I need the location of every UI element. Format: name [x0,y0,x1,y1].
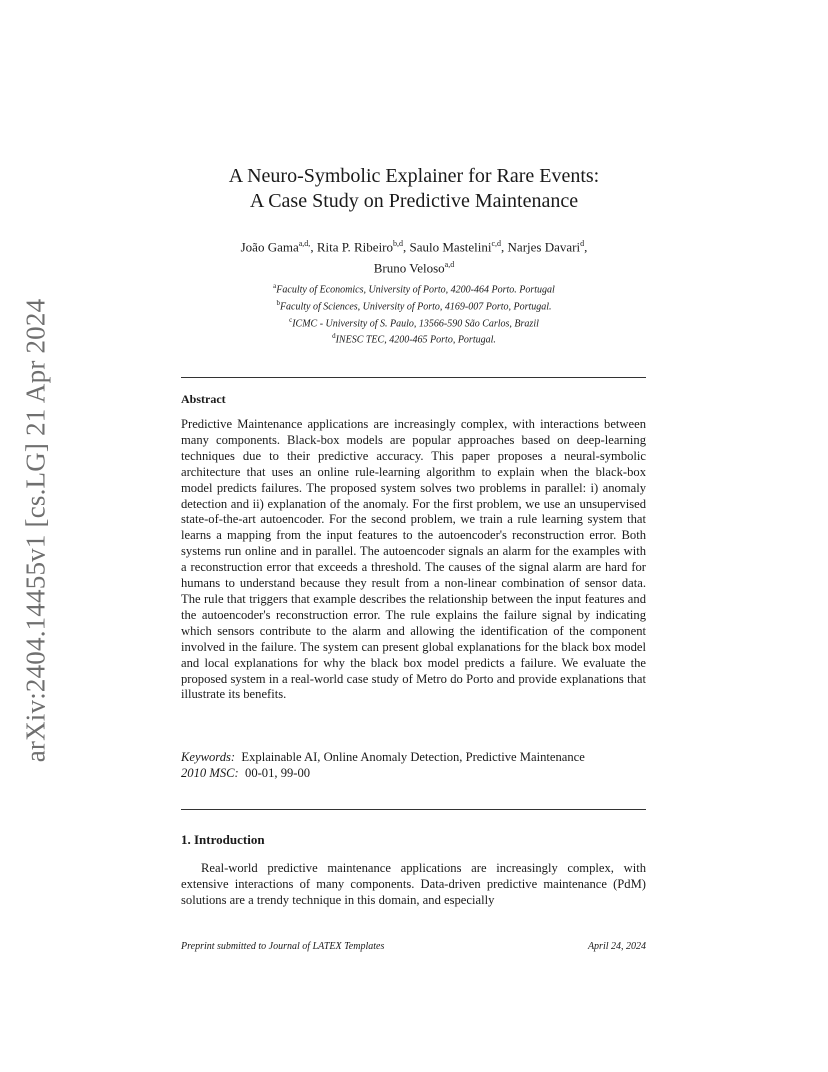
paper-title [0,164,828,214]
author-affil-marker: a,d, [298,239,311,248]
affiliation-list [0,280,828,347]
keywords-text: Explainable AI, Online Anomaly Detection, Predictive Maintenance [241,750,585,764]
author-list: João Gama$^{a,d,}$, Rita P. Ribeiro$^{b,d}$, Saulo Mastelini$^{c,d}$, Narjes Davari$^d$, Bruno Veloso$^{a,d}$ [240,239,588,276]
author-name: Narjes Davari [507,239,581,255]
footer-preprint-note: Preprint submitted to Journal of LATEX Templates [181,941,385,952]
page-footer [181,941,646,952]
msc-label: 2010 MSC: [181,765,239,780]
affiliation-item: $^b$Faculty of Sciences, University of Porto, 4169-007 Porto, Portugal. [276,298,552,313]
title-line-1: A Neuro-Symbolic Explainer for Rare Events: [228,165,600,187]
section-heading-introduction: 1. Introduction [181,832,265,847]
author-name: João Gama [240,239,299,255]
author-name: Rita P. Ribeiro [316,239,394,255]
affiliation-item: $^c$ICMC - University of S. Paulo, 13566-590 São Carlos, Brazil [289,315,539,329]
arxiv-identifier: arXiv:2404.14455v1 [cs.LG] 21 Apr 2024 [20,298,51,762]
abstract-heading: Abstract [181,392,226,406]
keywords-label: Keywords: [181,750,236,764]
arxiv-side-stamp [14,290,58,770]
author-name: Bruno Veloso [373,260,445,276]
msc-text: 00-01, 99-00 [245,765,311,780]
author-affil-marker: c,d [491,239,502,248]
author-affil-marker: a,d [444,260,455,270]
affiliation-item: $^a$Faculty of Economics, University of Porto, 4200-464 Porto. Portugal [273,282,555,296]
author-affil-marker: b,d [393,239,404,248]
keywords-block [181,750,646,782]
author-name: Saulo Mastelini [409,239,492,255]
introduction-text: Real-world predictive maintenance applications are increasingly complex, with extensive interactions of many components. Data-driven predictive maintenance (PdM) solutions are a trendy technique in this domain, and especially [181,861,646,907]
footer-date: April 24, 2024 [587,941,646,952]
affiliation-item: $^d$INESC TEC, 4200-465 Porto, Portugal. [332,332,496,346]
author-affil-marker: d [580,239,585,248]
abstract-top-rule [181,377,646,378]
abstract-bottom-rule [181,809,646,810]
abstract-text: Predictive Maintenance applications are increasingly complex, with interactions between many components. Black-box models are popular approaches based on deep-learning techniques due to their predictive accuracy. This paper proposes a neural-symbolic architecture that uses an online rule-learning algorithm to explain when the black-box model predicts failures. The proposed system solves two problems in parallel: i) anomaly detection and ii) explanation of the anomaly. For the first problem, we use an unsupervised state-of-the-art autoencoder. For the second problem, we train a rule learning system that learns a mapping from the input features to the autoencoder's reconstruction error. Both systems run online and in parallel. The autoencoder signals an alarm for the examples with a reconstruction error that exceeds a threshold. The causes of the signal alarm are hard for humans to understand because they result from a non-linear combination of sensor data. The rule that triggers that example describes the relationship between the input features and the autoencoder's reconstruction error. The rule explains the failure signal by indicating which sensors contribute to the alarm and allowing the identification of the component involved in the failure. The system can present global explanations for the black box model and local explanations for why the black box model predicts a failure. We evaluate the proposed system in a real-world case study of Metro do Porto and provide explanations that illustrate its benefits. [181,417,646,702]
title-line-2: A Case Study on Predictive Maintenance [249,190,579,212]
